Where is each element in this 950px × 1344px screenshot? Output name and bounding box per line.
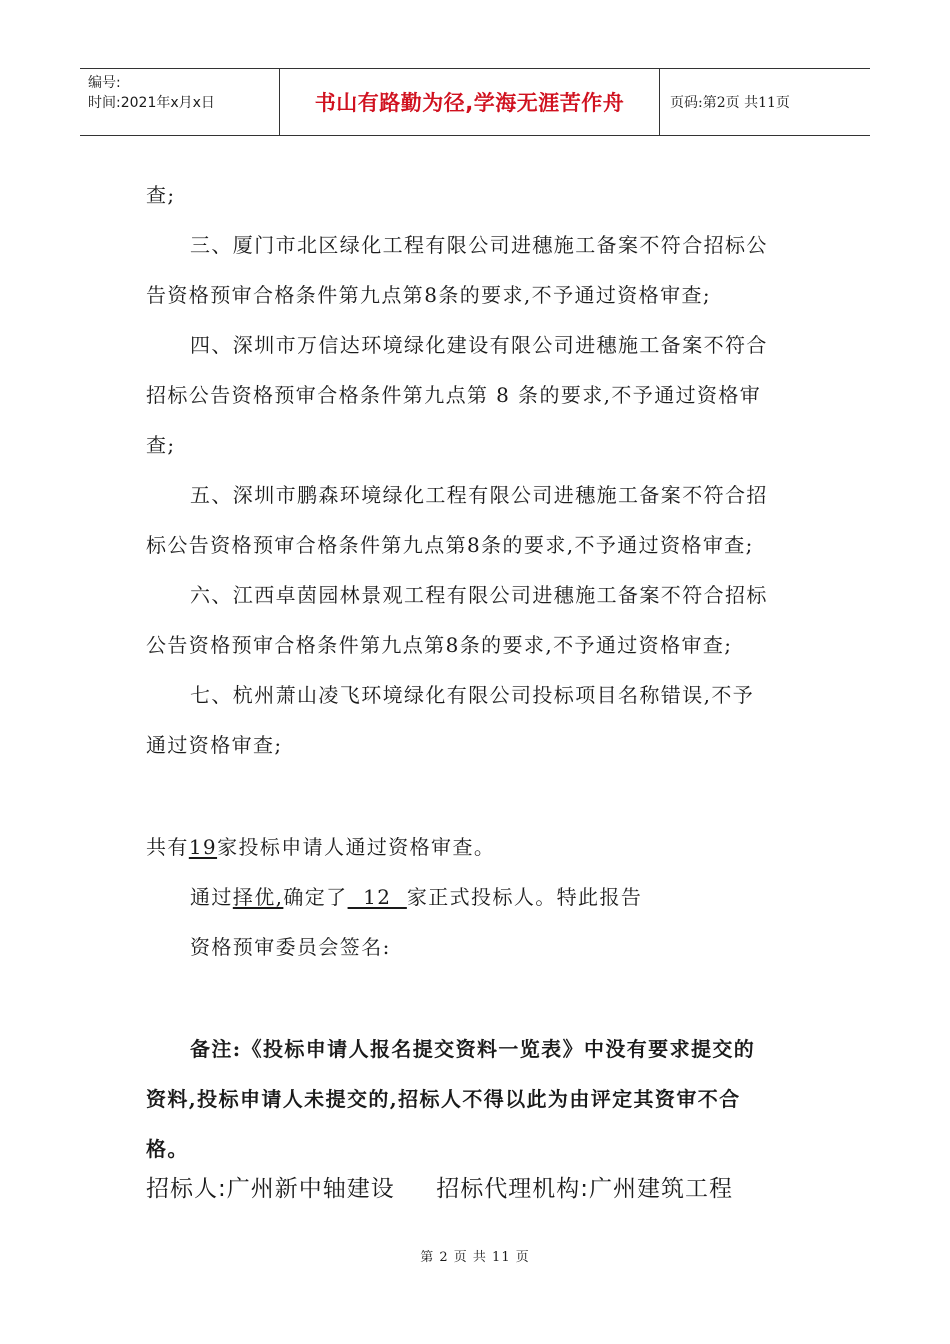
body-line: 查;: [146, 433, 176, 457]
document-body: [146, 170, 806, 1174]
page-footer: 第 2 页 共 11 页: [420, 1250, 530, 1265]
note-line: 资料,投标申请人未提交的,招标人不得以此为由评定其资审不合: [146, 1087, 741, 1111]
body-line: 公告资格预审合格条件第九点第8条的要求,不予通过资格审查;: [146, 633, 733, 657]
header-motto: 书山有路勤为径,学海无涯苦作舟: [280, 69, 660, 135]
header-meta: [80, 69, 280, 135]
summary-line: [146, 822, 806, 872]
body-line: 三、厦门市北区绿化工程有限公司进穗施工备案不符合招标公: [190, 233, 768, 257]
spacer: [146, 972, 806, 1024]
header-page-number: 页码:第2页 共11页: [670, 95, 790, 111]
signers-line: 招标人:广州新中轴建设 招标代理机构:广州建筑工程: [146, 1176, 734, 1202]
summary-count: 19: [188, 835, 218, 859]
body-line: 查;: [146, 183, 176, 207]
selection-line: [146, 872, 806, 922]
summary-suffix: 家投标申请人通过资格审查。: [217, 835, 496, 859]
committee-signature-line: 资格预审委员会签名:: [190, 935, 391, 959]
body-line: 招标公告资格预审合格条件第九点第 8 条的要求,不予通过资格审: [146, 383, 762, 407]
selection-prefix: 通过: [190, 885, 233, 909]
summary-prefix: 共有: [146, 835, 189, 859]
body-line: 通过资格审查;: [146, 733, 283, 757]
body-line: 六、江西卓茵园林景观工程有限公司进穗施工备案不符合招标: [190, 583, 768, 607]
document-number: 编号:: [88, 75, 121, 91]
selection-mid: 确定了: [283, 885, 348, 909]
note-line: 格。: [146, 1137, 189, 1161]
body-line: 四、深圳市万信达环境绿化建设有限公司进穗施工备案不符合: [190, 333, 768, 357]
selection-method: 择优,: [232, 885, 284, 909]
body-line: 告资格预审合格条件第九点第8条的要求,不予通过资格审查;: [146, 283, 712, 307]
document-time: 时间:2021年x月x日: [88, 95, 215, 111]
spacer: [146, 770, 806, 822]
selection-suffix: 家正式投标人。特此报告: [406, 885, 643, 909]
selection-count: 12: [347, 885, 407, 909]
body-line: 标公告资格预审合格条件第九点第8条的要求,不予通过资格审查;: [146, 533, 754, 557]
document-header: [80, 68, 870, 136]
body-line: 五、深圳市鹏森环境绿化工程有限公司进穗施工备案不符合招: [190, 483, 768, 507]
body-line: 七、杭州萧山凌飞环境绿化有限公司投标项目名称错误,不予: [190, 683, 755, 707]
note-line: 备注:《投标申请人报名提交资料一览表》中没有要求提交的: [190, 1037, 756, 1061]
